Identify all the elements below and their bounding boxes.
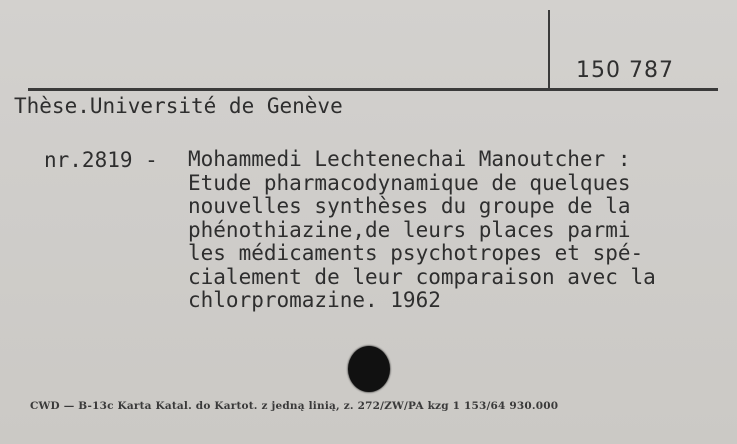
- vertical-rule: [548, 10, 550, 90]
- entry-line-year: chlorpromazine. 1962: [188, 288, 441, 312]
- entry-line: phénothiazine,de leurs places parmi: [188, 217, 631, 242]
- entry-line: nouvelles synthèses du groupe de la: [188, 194, 631, 218]
- reference-number: 150 787: [576, 58, 674, 83]
- entry-line-author: Mohammedi Lechtenechai Manoutcher :: [188, 147, 631, 171]
- thesis-header: Thèse.Université de Genève: [14, 94, 343, 118]
- punch-hole: [348, 346, 390, 392]
- card-printer-footer: CWD — B-13c Karta Katal. do Kartot. z jedną linią, z. 272/ZW/PA kzg 1 153/64 930.000: [30, 400, 559, 412]
- horizontal-rule: [28, 88, 718, 91]
- entry-line: cialement de leur comparaison avec la: [188, 264, 656, 289]
- entry-number: nr.2819 -: [44, 148, 158, 172]
- entry-line: Etude pharmacodynamique de quelques: [188, 170, 631, 195]
- entry-line: les médicaments psychotropes et spé-: [188, 241, 644, 265]
- entry-description: [188, 148, 737, 313]
